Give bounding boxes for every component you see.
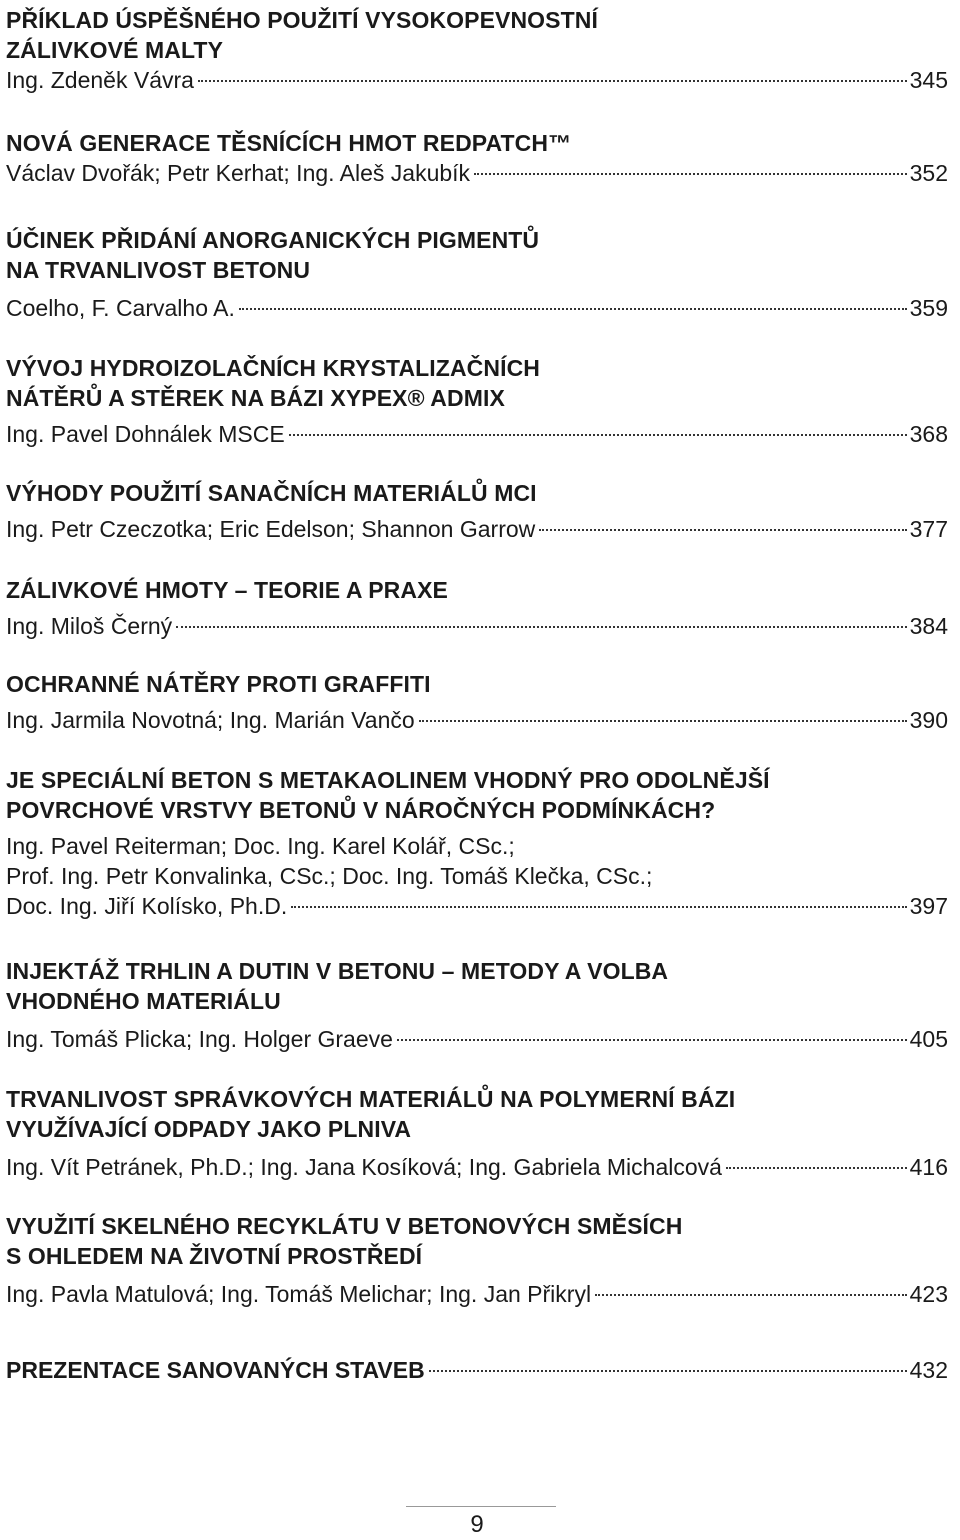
toc-authors: Ing. Tomáš Plicka; Ing. Holger Graeve — [6, 1026, 393, 1052]
dot-leader — [726, 1167, 907, 1169]
toc-authors: Doc. Ing. Jiří Kolísko, Ph.D. — [6, 893, 288, 919]
dot-leader — [595, 1294, 907, 1296]
dot-leader — [198, 80, 907, 82]
toc-entry-6 — [6, 575, 948, 641]
toc-author-line — [6, 705, 948, 735]
title-line: ZÁLIVKOVÉ HMOTY – TEORIE A PRAXE — [6, 577, 448, 603]
toc-authors: Ing. Pavel Reiterman; Doc. Ing. Karel Kolář, CSc.; — [6, 833, 515, 859]
toc-entry-title — [6, 669, 948, 699]
dot-leader — [539, 529, 906, 531]
toc-page-number: 352 — [909, 160, 948, 186]
dot-leader — [397, 1039, 907, 1041]
toc-entry-4 — [6, 353, 948, 449]
toc-entry-title — [6, 353, 948, 413]
toc-entry-5 — [6, 478, 948, 544]
title-line: VÝHODY POUŽITÍ SANAČNÍCH MATERIÁLŮ MCI — [6, 480, 537, 506]
toc-authors: Ing. Vít Petránek, Ph.D.; Ing. Jana Kosíková; Ing. Gabriela Michalcová — [6, 1154, 722, 1180]
title-line: ÚČINEK PŘIDÁNÍ ANORGANICKÝCH PIGMENTŮ — [6, 227, 540, 253]
toc-entry-9 — [6, 956, 948, 1054]
toc-entry-title — [6, 225, 948, 285]
dot-leader — [289, 434, 907, 436]
toc-author-line — [6, 158, 948, 188]
toc-page-number: 345 — [909, 67, 948, 93]
toc-entry-8 — [6, 765, 948, 921]
page-number: 9 — [470, 1511, 484, 1538]
toc-author-line — [6, 891, 948, 921]
title-line: PŘÍKLAD ÚSPĚŠNÉHO POUŽITÍ VYSOKOPEVNOSTNÍ — [6, 7, 598, 33]
toc-title-line — [6, 1355, 948, 1385]
table-of-contents — [6, 0, 948, 1540]
toc-authors: Ing. Pavel Dohnálek MSCE — [6, 421, 285, 447]
toc-entry-title — [6, 128, 948, 158]
toc-page-number: 416 — [909, 1154, 948, 1180]
title-line: S OHLEDEM NA ŽIVOTNÍ PROSTŘEDÍ — [6, 1243, 423, 1269]
title-line: NOVÁ GENERACE TĚSNÍCÍCH HMOT REDPATCH™ — [6, 130, 572, 156]
dot-leader — [239, 308, 907, 310]
toc-page-number: 423 — [909, 1281, 948, 1307]
title-line: VYUŽITÍ SKELNÉHO RECYKLÁTU V BETONOVÝCH SMĚSÍCH — [6, 1213, 683, 1239]
toc-author-line — [6, 419, 948, 449]
toc-entry-title — [6, 765, 948, 825]
toc-entry-2 — [6, 128, 948, 188]
title-line: ZÁLIVKOVÉ MALTY — [6, 37, 224, 63]
toc-page-number: 377 — [909, 516, 948, 542]
toc-author-block — [6, 831, 948, 921]
toc-author-line — [6, 293, 948, 323]
toc-entry-title — [6, 478, 948, 508]
toc-entry-title — [6, 956, 948, 1016]
toc-entry-7 — [6, 669, 948, 735]
toc-authors: Ing. Zdeněk Vávra — [6, 67, 194, 93]
dot-leader — [474, 173, 907, 175]
title-line: TRVANLIVOST SPRÁVKOVÝCH MATERIÁLŮ NA POLYMERNÍ BÁZI — [6, 1086, 736, 1112]
dot-leader — [291, 906, 906, 908]
dot-leader — [176, 626, 906, 628]
toc-entry-3 — [6, 225, 948, 323]
title-line: NÁTĚRŮ A STĚREK NA BÁZI XYPEX® ADMIX — [6, 385, 505, 411]
toc-authors: Ing. Pavla Matulová; Ing. Tomáš Melichar; Ing. Jan Přikryl — [6, 1281, 592, 1307]
toc-authors: Prof. Ing. Petr Konvalinka, CSc.; Doc. Ing. Tomáš Klečka, CSc.; — [6, 863, 653, 889]
toc-entry-12 — [6, 1355, 948, 1385]
toc-page-number: 368 — [909, 421, 948, 447]
toc-authors: Václav Dvořák; Petr Kerhat; Ing. Aleš Jakubík — [6, 160, 471, 186]
title-line: VÝVOJ HYDROIZOLAČNÍCH KRYSTALIZAČNÍCH — [6, 355, 540, 381]
title-line: VYUŽÍVAJÍCÍ ODPADY JAKO PLNIVA — [6, 1116, 412, 1142]
footer-divider — [406, 1506, 556, 1507]
toc-entry-title — [6, 1084, 948, 1144]
toc-entry-title: PREZENTACE SANOVANÝCH STAVEB — [6, 1357, 425, 1383]
title-line: VHODNÉHO MATERIÁLU — [6, 988, 281, 1014]
toc-page-number: 390 — [909, 707, 948, 733]
dot-leader — [429, 1370, 907, 1372]
toc-entry-10 — [6, 1084, 948, 1182]
dot-leader — [419, 720, 907, 722]
toc-entry-title — [6, 5, 948, 65]
title-line: INJEKTÁŽ TRHLIN A DUTIN V BETONU – METODY A VOLBA — [6, 958, 669, 984]
toc-entry-1 — [6, 5, 948, 95]
title-line: POVRCHOVÉ VRSTVY BETONŮ V NÁROČNÝCH PODMÍNKÁCH? — [6, 797, 716, 823]
toc-authors: Ing. Miloš Černý — [6, 613, 173, 639]
toc-page-number: 384 — [909, 613, 948, 639]
toc-page-number: 405 — [909, 1026, 948, 1052]
toc-author-line — [6, 1152, 948, 1182]
title-line: JE SPECIÁLNÍ BETON S METAKAOLINEM VHODNÝ PRO ODOLNĚJŠÍ — [6, 767, 770, 793]
toc-entry-title — [6, 575, 948, 605]
toc-entry-11 — [6, 1211, 948, 1309]
toc-authors: Coelho, F. Carvalho A. — [6, 295, 235, 321]
toc-page-number: 432 — [909, 1357, 948, 1383]
toc-page-number: 359 — [909, 295, 948, 321]
title-line: NA TRVANLIVOST BETONU — [6, 257, 311, 283]
toc-author-line — [6, 1279, 948, 1309]
toc-authors: Ing. Jarmila Novotná; Ing. Marián Vančo — [6, 707, 415, 733]
toc-author-line — [6, 1024, 948, 1054]
toc-author-line — [6, 611, 948, 641]
toc-entry-title — [6, 1211, 948, 1271]
title-line: OCHRANNÉ NÁTĚRY PROTI GRAFFITI — [6, 671, 431, 697]
toc-author-line — [6, 65, 948, 95]
toc-author-line — [6, 514, 948, 544]
toc-page-number: 397 — [909, 893, 948, 919]
toc-authors: Ing. Petr Czeczotka; Eric Edelson; Shannon Garrow — [6, 516, 536, 542]
